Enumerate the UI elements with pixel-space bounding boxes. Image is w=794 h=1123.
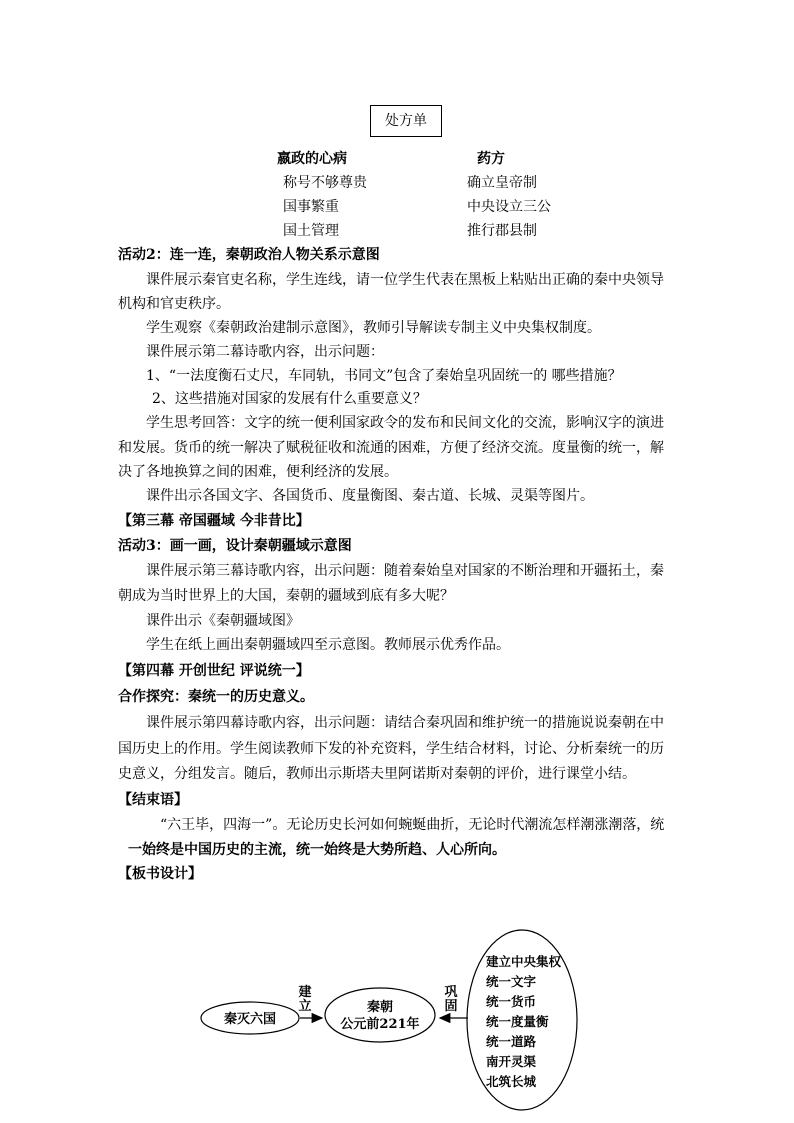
prescription-row-2-right: 中央设立三公 — [467, 199, 551, 215]
board-arrow-consolidate-label-top: 巩 — [444, 985, 458, 1000]
board-arrow-establish-label-bottom: 立 — [298, 999, 312, 1014]
activity2-p3: 课件展示第二幕诗歌内容，出示问题： — [146, 344, 384, 360]
board-measure-7: 北筑长城 — [486, 1074, 537, 1089]
board-arrow-consolidate-label-bottom: 固 — [444, 999, 458, 1014]
activity2-p1-line2: 机构和官吏秩序。 — [118, 296, 230, 312]
prescription-row-3-right: 推行郡县制 — [467, 223, 537, 239]
act3-p2: 课件出示《秦朝疆域图》 — [146, 613, 300, 629]
prescription-row-1-left: 称号不够尊贵 — [283, 175, 367, 191]
activity2-p4: 课件出示各国文字、各国货币、度量衡图、秦古道、长城、灵渠等图片。 — [146, 488, 594, 504]
board-measures-list — [485, 954, 562, 1089]
board-section-title: 【板书设计】 — [118, 866, 202, 882]
board-measure-2: 统一文字 — [486, 974, 537, 989]
activity2-question-1: 1、“一法度衡石丈尺，车同轨，书同文”包含了秦始皇巩固统一的 哪些措施？ — [146, 368, 622, 384]
board-measure-4: 统一度量衡 — [486, 1014, 549, 1029]
prescription-row-3-left: 国土管理 — [283, 223, 339, 239]
board-arrow-establish-label-top: 建 — [298, 985, 312, 1000]
ending-section-title: 【结束语】 — [118, 792, 188, 808]
ending-line1: “六王毕，四海一”。无论历史长河如何蜿蜒曲折，无论时代潮流怎样潮涨潮落，统 — [160, 817, 665, 833]
prescription-row-2-left: 国事繁重 — [283, 199, 339, 215]
prescription-title: 处方单 — [385, 113, 427, 129]
activity2-answer-line2: 和发展。货币的统一解决了赋税征收和流通的困难，方便了经济交流。度量衡的统一，解 — [118, 440, 664, 456]
act4-p1-line1: 课件展示第四幕诗歌内容，出示问题：请结合秦巩固和维护统一的措施说说秦朝在中 — [146, 715, 664, 731]
board-measure-1: 建立中央集权 — [486, 954, 562, 969]
activity2-heading: 活动2：连一连，秦朝政治人物关系示意图 — [118, 247, 380, 263]
act3-p3: 学生在纸上画出秦朝疆域四至示意图。教师展示优秀作品。 — [146, 637, 510, 653]
act4-heading: 合作探究：秦统一的历史意义。 — [118, 689, 314, 705]
prescription-row-1-right: 确立皇帝制 — [467, 175, 537, 191]
board-node-qin-dynasty-line1: 秦朝 — [366, 1000, 394, 1015]
board-measure-5: 统一道路 — [486, 1034, 537, 1049]
activity2-answer-line3: 决了各地换算之间的困难，便利经济的发展。 — [118, 464, 398, 480]
prescription-col-left-header: 嬴政的心病 — [277, 151, 347, 167]
act3-p1-line2: 朝成为当时世界上的大国，秦朝的疆域到底有多大呢？ — [118, 588, 454, 604]
board-measure-3: 统一货币 — [486, 994, 537, 1009]
board-node-qin-dynasty — [325, 988, 435, 1042]
ending-line2: 一始终是中国历史的主流，统一始终是大势所趋、人心所向。 — [128, 842, 506, 858]
board-measure-6: 南开灵渠 — [486, 1054, 537, 1069]
act4-p1-line3: 史意义，分组发言。随后，教师出示斯塔夫里阿诺斯对秦朝的评价，进行课堂小结。 — [118, 766, 636, 782]
activity2-p1-line1: 课件展示秦官吏名称，学生连线，请一位学生代表在黑板上粘贴出正确的秦中央领导 — [146, 272, 664, 288]
board-node-qin-conquest-label: 秦灭六国 — [223, 1012, 277, 1027]
board-node-qin-dynasty-line2: 公元前221年 — [340, 1017, 420, 1032]
act3-p1-line1: 课件展示第三幕诗歌内容，出示问题：随着秦始皇对国家的不断治理和开疆拓土，秦 — [146, 563, 664, 579]
prescription-col-right-header: 药方 — [477, 151, 505, 167]
act3-heading: 活动3：画一画，设计秦朝疆域示意图 — [118, 538, 352, 554]
activity2-answer-line1: 学生思考回答：文字的统一便利国家政令的发布和民间文化的交流，影响汉字的演进 — [146, 415, 664, 431]
activity2-p2: 学生观察《秦朝政治建制示意图》，教师引导解读专制主义中央集权制度。 — [146, 320, 601, 336]
act4-section-title: 【第四幕 开创世纪 评说统一】 — [118, 663, 310, 679]
act4-p1-line2: 国历史上的作用。学生阅读教师下发的补充资料，学生结合材料，讨论、分析秦统一的历 — [118, 741, 664, 757]
act3-section-title: 【第三幕 帝国疆域 今非昔比】 — [118, 513, 310, 529]
activity2-question-2: 2、这些措施对国家的发展有什么重要意义？ — [152, 391, 427, 407]
